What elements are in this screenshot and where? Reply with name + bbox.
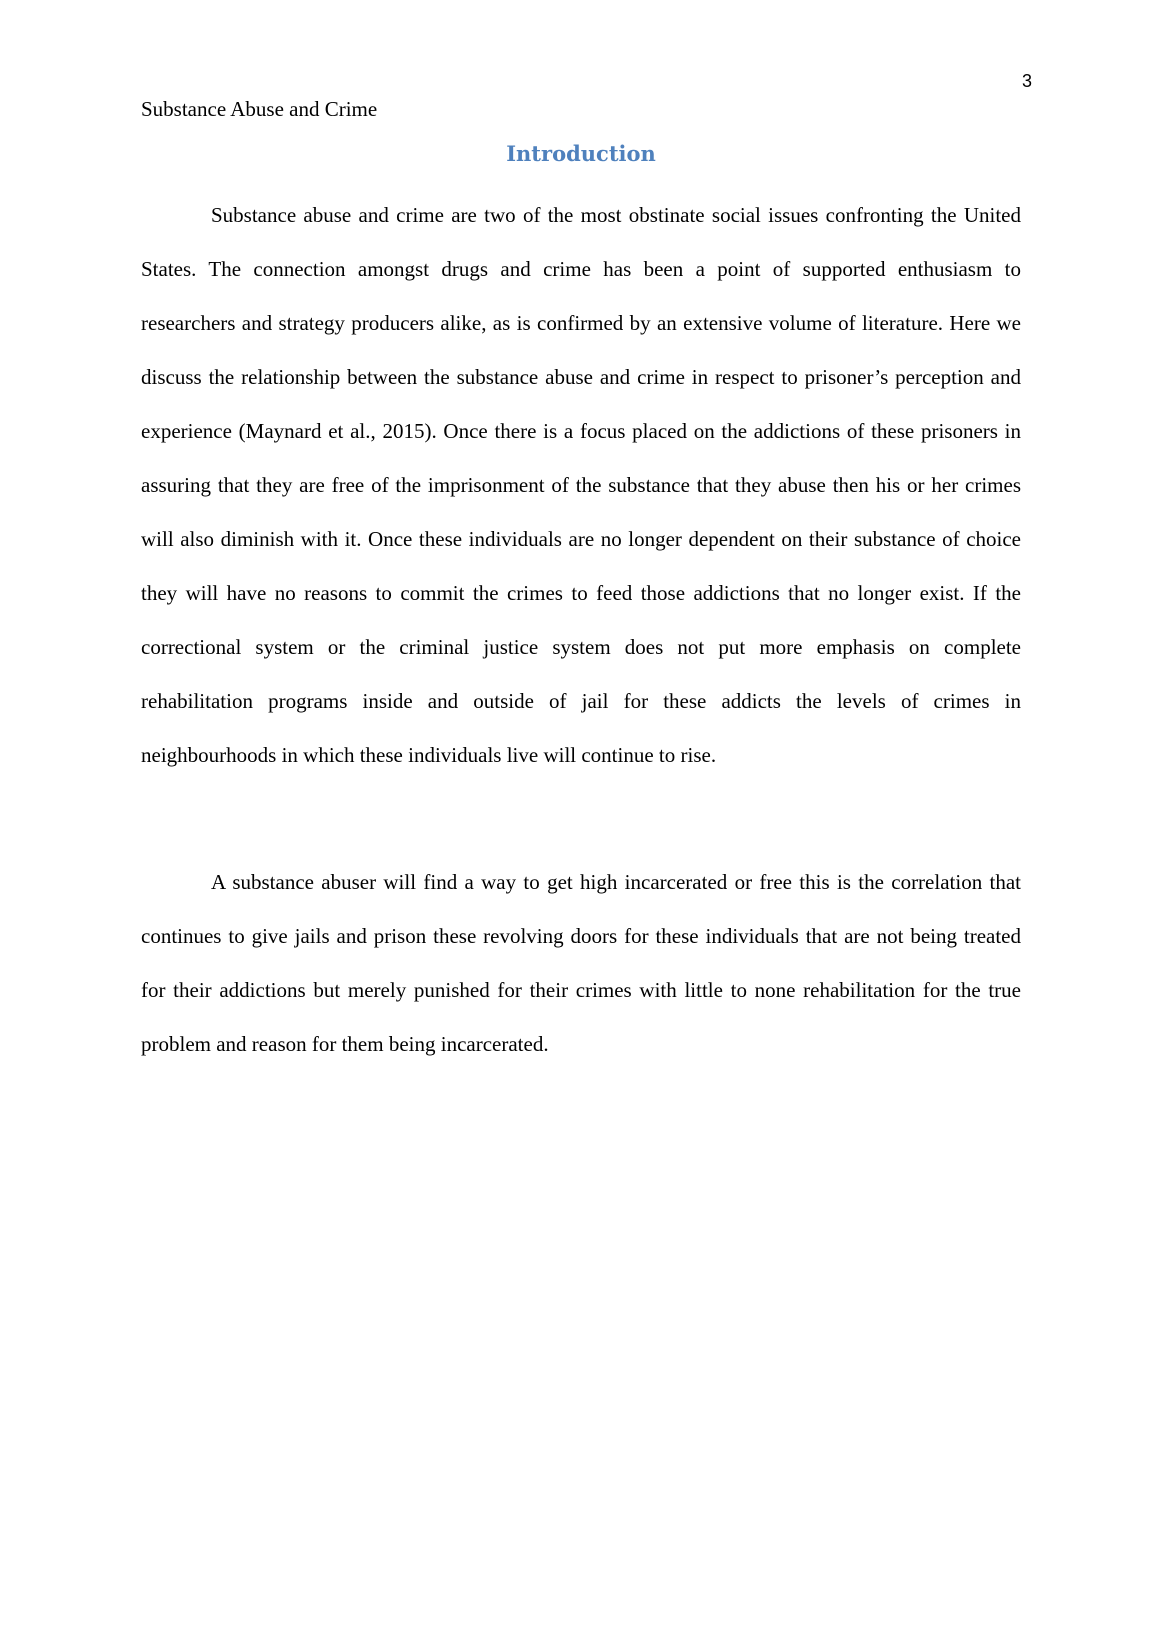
body-paragraph-2: A substance abuser will find a way to get high incarcerated or free this is the correlation that continues to give jails and prison these revolving doors for these individuals that are not being treated for their addictions but merely punished for their crimes with little to none rehabilitation for the true problem and reason for them being incarcerated. xyxy=(141,870,1021,1056)
body-paragraph-1: Substance abuse and crime are two of the most obstinate social issues confronting the United States. The connection amongst drugs and crime has been a point of supported enthusiasm to researchers and strategy producers alike, as is confirmed by an extensive volume of literature. Here we discuss the relationship between the substance abuse and crime in respect to prisoner’s perception and experience (Maynard et al., 2015). Once there is a focus placed on the addictions of these prisoners in assuring that they are free of the imprisonment of the substance that they abuse then his or her crimes will also diminish with it. Once these individuals are no longer dependent on their substance of choice they will have no reasons to commit the crimes to feed those addictions that no longer exist. If the correctional system or the criminal justice system does not put more emphasis on complete rehabilitation programs inside and outside of jail for these addicts the levels of crimes in neighbourhoods in which these individuals live will continue to rise. xyxy=(141,203,1021,767)
section-title: Introduction xyxy=(506,141,656,166)
running-head: Substance Abuse and Crime xyxy=(141,97,378,121)
page-number: 3 xyxy=(1021,71,1032,91)
